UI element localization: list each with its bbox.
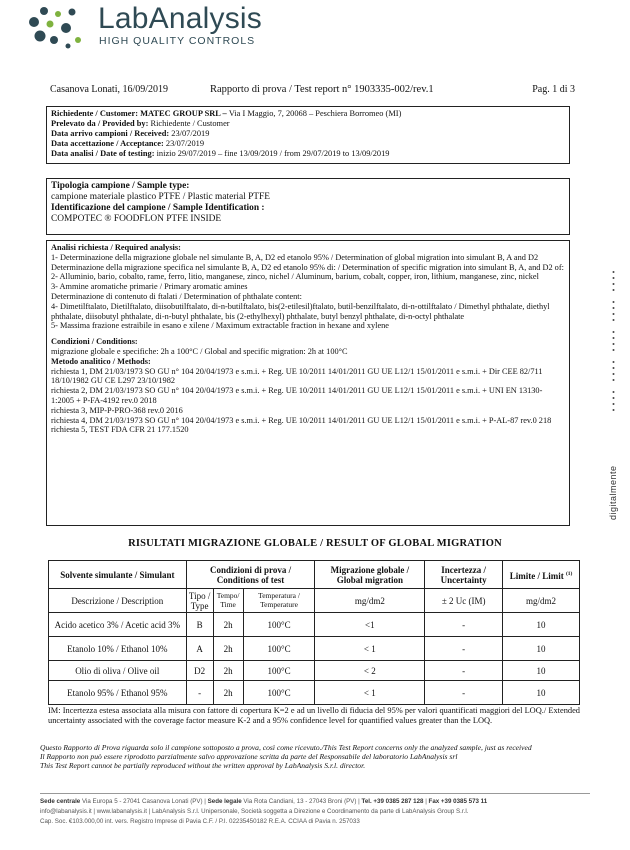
row-uncertainty: - [425, 613, 503, 637]
row-description: Etanolo 10% / Ethanol 10% [49, 637, 187, 661]
row-temperature: 100°C [243, 613, 315, 637]
sample-id-value: COMPOTEC ® FOODFLON PTFE INSIDE [51, 214, 222, 224]
table-row [49, 681, 580, 705]
provided-value: Richiedente / Customer [150, 119, 230, 128]
row-description: Acido acetico 3% / Acetic acid 3% [49, 613, 187, 637]
row-temperature: 100°C [243, 681, 315, 705]
analysis-line: Determinazione di contenuto di ftalati / Determination of phthalate content: [51, 291, 302, 301]
subheader-uncertainty-unit: ± 2 Uc (IM) [425, 589, 503, 613]
page-number: Pag. 1 di 3 [532, 84, 575, 95]
sample-type-label: Tipologia campione / Sample type: [51, 181, 190, 191]
disclaimer-line: Questo Rapporto di Prova riguarda solo il campione sottoposto a prova, così come ricevuto./This Test Report concerns only the analyzed sample, just as received [40, 743, 532, 752]
analysis-box [46, 240, 570, 526]
row-limit: 10 [503, 637, 580, 661]
row-description: Etanolo 95% / Ethanol 95% [49, 681, 187, 705]
footer-separator: | [423, 798, 429, 805]
methods-label: Metodo analitico / Methods: [51, 356, 151, 366]
analysis-line: 1- Determinazione della migrazione globale nel simulante B, A, D2 ed etanolo 95% / Determination of global migration into simulant B, A and D2 [51, 252, 539, 262]
uncertainty-note: IM: Incertezza estesa associata alla misura con fattore di copertura K=2 e ad un livello di fiducia del 95% per valori quantificati maggiori del LOQ./ Extended uncertainty associated with the coverage factor measure K-2 and a 95% confidence level for quantified values greater than the LOQ. [48, 706, 580, 725]
digital-signature-strip [608, 268, 622, 568]
footer-head-office: Sede centrale [40, 798, 81, 805]
row-limit: 10 [503, 661, 580, 681]
row-description: Olio di oliva / Olive oil [49, 661, 187, 681]
row-time: 2h [213, 613, 243, 637]
footer-divider [40, 793, 590, 794]
row-type: - [186, 681, 213, 705]
sample-id-label: Identificazione del campione / Sample Identification : [51, 203, 265, 213]
row-type: B [186, 613, 213, 637]
header-solvent: Solvente simulante / Simulant [49, 561, 187, 589]
customer-row [51, 109, 565, 119]
header-limit-note: (1) [565, 570, 573, 577]
row-limit: 10 [503, 613, 580, 637]
subheader-temperature: Temperatura / Temperature [243, 589, 315, 613]
table-row [49, 637, 580, 661]
received-value: 23/07/2019 [171, 129, 210, 138]
sample-box [46, 178, 570, 235]
row-time: 2h [213, 637, 243, 661]
row-limit: 10 [503, 681, 580, 705]
location-date: Casanova Lonati, 16/09/2019 [50, 84, 169, 95]
analysis-line: Determinazione della migrazione specifica nel simulante B, A, D2 ed etanolo 95% di: / Determination of specific migration into simulant B, A, and D2 of: [51, 262, 564, 272]
footer-head-address: Via Europa 5 - 27041 Casanova Lonati (PV) | [80, 798, 208, 805]
analysis-line: 3- Ammine aromatiche primarie / Primary aromatic amines [51, 282, 248, 292]
method-line: richiesta 4, DM 21/03/1973 SO GU n° 104 20/04/1973 e s.m.i. + Reg. UE 10/2011 14/01/2011 GU UE L12/1 15/01/2011 e s.m.i. + P-AL-87 rev.0 218 [51, 415, 552, 425]
footer-line-1 [40, 797, 600, 807]
footer-fax: Fax +39 0385 573 11 [428, 798, 488, 805]
method-line: richiesta 2, DM 21/03/1973 SO GU n° 104 20/04/1973 e s.m.i. + Reg. UE 10/2011 14/01/2011 GU UE L12/1 15/01/2011 e s.m.i. + UNI EN 13130-1:2005 + P-FA-4192 rev.0 2018 [51, 386, 543, 405]
company-logo [28, 2, 328, 52]
footer-phone: Tel. +39 0385 287 128 [361, 798, 424, 805]
required-analysis-label: Analisi richiesta / Required analysis: [51, 243, 181, 252]
logo-title: LabAnalysis [98, 2, 262, 35]
results-title: RISULTATI MIGRAZIONE GLOBALE / RESULT OF GLOBAL MIGRATION [128, 538, 502, 549]
header-uncertainty: Incertezza / Uncertainty [425, 561, 503, 589]
header-migration: Migrazione globale / Global migration [315, 561, 425, 589]
header-conditions: Condizioni di prova / Conditions of test [186, 561, 315, 589]
footer-legal-address: Via Rota Candiani, 13 - 27043 Broni (PV) | [241, 798, 362, 805]
disclaimer [40, 743, 585, 771]
analysis-line: 5- Massima frazione estraibile in esano e xilene / Maximum extractable fraction in hexane and xylene [51, 321, 389, 331]
subheader-time: Tempo/ Time [213, 589, 243, 613]
header-limit [503, 561, 580, 589]
row-uncertainty: - [425, 681, 503, 705]
method-line: richiesta 3, MIP-P-PRO-368 rev.0 2016 [51, 405, 183, 415]
row-migration: < 1 [315, 637, 425, 661]
logo-subtitle: HIGH QUALITY CONTROLS [99, 35, 256, 47]
table-subheader-row [49, 589, 580, 613]
analysis-line: 2- Alluminio, bario, cobalto, rame, ferro, litio, manganese, zinco, nichel / Aluminum, barium, cobalt, copper, iron, lithium, manganese, zinc, nickel [51, 272, 539, 282]
customer-info-box [46, 106, 570, 164]
method-line: richiesta 1, DM 21/03/1973 SO GU n° 104 20/04/1973 e s.m.i. + Reg. UE 10/2011 14/01/2011 GU UE L12/1 15/01/2011 e s.m.i. + Dir CEE 82/711 18/10/1982 GU CE L297 23/10/1982 [51, 366, 543, 386]
sample-type-value: campione materiale plastico PTFE / Plastic material PTFE [51, 192, 270, 202]
signature-text: digitalmente [608, 465, 618, 521]
footer-line-3: Cap. Soc. €103.000,00 int. vers. Registro Imprese di Pavia C.F. / P.I. 02235450182 R.E.A. CCIAA di Pavia n. 257033 [40, 818, 360, 825]
subheader-limit-unit: mg/dm2 [503, 589, 580, 613]
footer-legal-office: Sede legale [207, 798, 242, 805]
received-label: Data arrivo campioni / Received: [51, 129, 172, 138]
row-time: 2h [213, 681, 243, 705]
row-uncertainty: - [425, 637, 503, 661]
disclaimer-line: Il Rapporto non può essere riprodotto parzialmente salvo approvazione scritta da parte del Responsabile del laboratorio LabAnalysis srl [40, 752, 458, 762]
disclaimer-line: This Test Report cannot be partially reproduced without the written approval by LabAnalysis S.r.l. director. [40, 761, 366, 771]
row-uncertainty: - [425, 661, 503, 681]
analysis-line: 4- Dimetilftalato, Dietilftalato, diisobutilftalato, di-n-butilftalato, bis(2-etilesil)ftalato, butil-benzilftalato, di-n-ottilftalato / Dimethyl phthalate, diethyl phthalate, diisobutyl phthalate, di-n-butyl phthalate, bis (2-ethylhexyl) phthalate, butyl benzyl phthalate, di-n-octyl phthalate [51, 301, 550, 321]
row-type: A [186, 637, 213, 661]
row-type: D2 [186, 661, 213, 681]
table-row [49, 613, 580, 637]
subheader-description: Descrizione / Description [49, 589, 187, 613]
testing-label: Data analisi / Date of testing: [51, 149, 157, 158]
acceptance-label: Data accettazione / Acceptance: [51, 139, 166, 148]
row-migration: < 2 [315, 661, 425, 681]
row-migration: <1 [315, 613, 425, 637]
logo-dots-icon [28, 2, 92, 52]
provided-label: Prelevato da / Provided by: [51, 119, 151, 128]
testing-row [51, 149, 565, 159]
report-title: Rapporto di prova / Test report n° 1903335-002/rev.1 [210, 84, 434, 95]
testing-value: inizio 29/07/2019 – fine 13/09/2019 / from 29/07/2019 to 13/09/2019 [156, 149, 390, 158]
conditions-label: Condizioni / Conditions: [51, 337, 138, 347]
results-table [48, 560, 580, 705]
received-row [51, 129, 565, 139]
method-line: richiesta 5, TEST FDA CFR 21 177.1520 [51, 425, 189, 435]
acceptance-row [51, 139, 565, 149]
row-migration: < 1 [315, 681, 425, 705]
footer [40, 797, 600, 827]
row-time: 2h [213, 661, 243, 681]
row-temperature: 100°C [243, 637, 315, 661]
subheader-migration-unit: mg/dm2 [315, 589, 425, 613]
conditions-value: migrazione globale e specifiche: 2h a 100°C / Global and specific migration: 2h at 100°C [51, 346, 348, 356]
subheader-type: Tipo / Type [186, 589, 213, 613]
provided-row [51, 119, 565, 129]
customer-value: Via I Maggio, 7, 20068 – Peschiera Borromeo (MI) [228, 109, 402, 118]
table-header-row [49, 561, 580, 589]
customer-label: Richiedente / Customer: MATEC GROUP SRL – [51, 109, 229, 118]
footer-line-2: info@labanalysis.it | www.labanalysis.it | LabAnalysis S.r.l. Unipersonale, Società soggetta a Direzione e Coordinamento da parte di LabAnalysis Group S.r.l. [40, 808, 469, 815]
row-temperature: 100°C [243, 661, 315, 681]
table-row [49, 661, 580, 681]
header-limit-text: Limite / Limit [509, 570, 564, 581]
acceptance-value: 23/07/2019 [165, 139, 205, 148]
signature-dots-icon [612, 268, 615, 418]
